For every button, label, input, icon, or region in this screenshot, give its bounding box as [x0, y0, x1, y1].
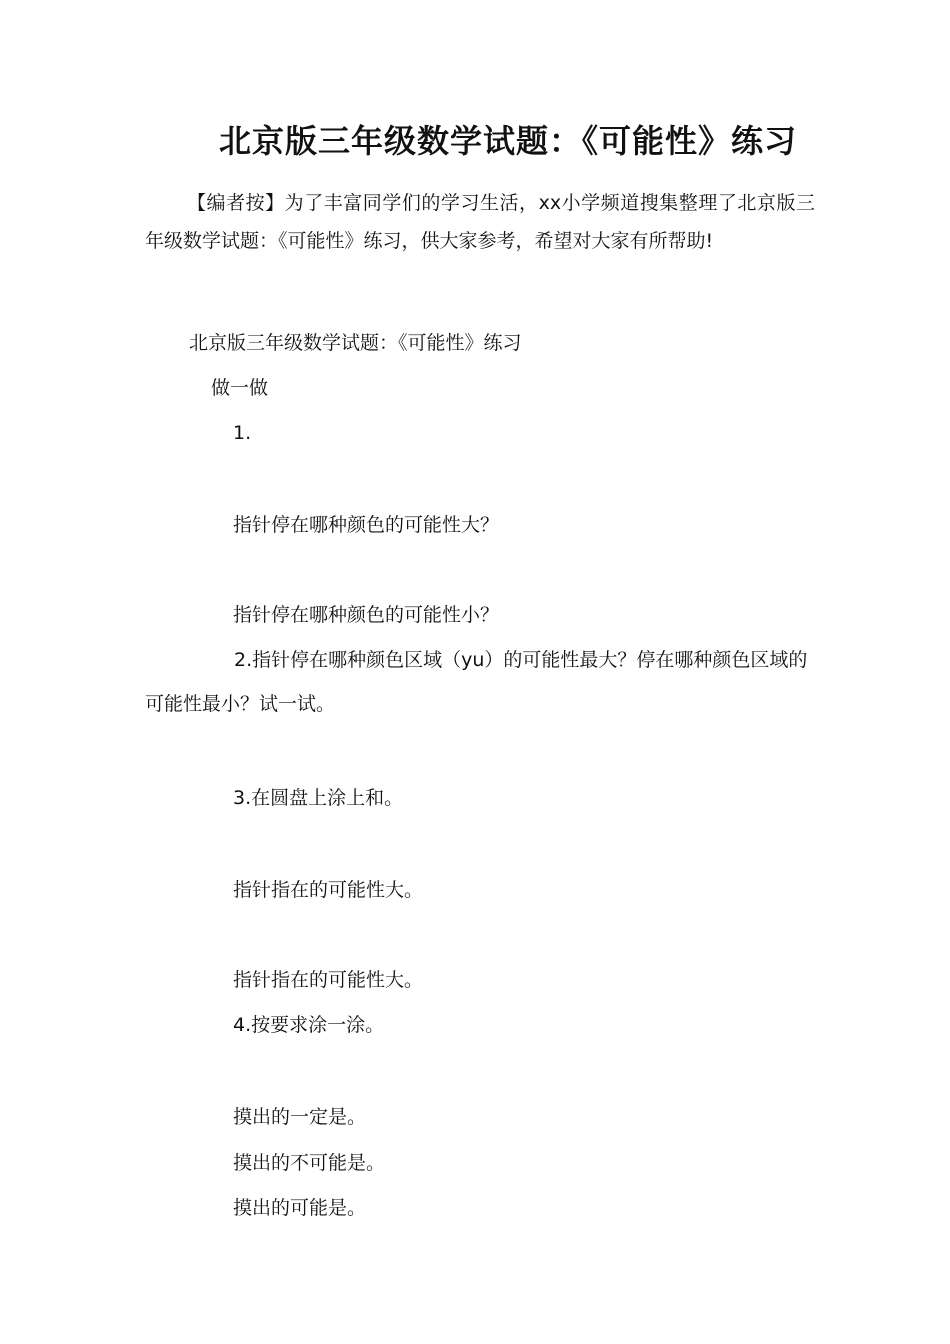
- document-title: 北京版三年级数学试题：《可能性》练习: [218, 122, 797, 160]
- question-4: 4.按要求涂一涂。: [233, 1014, 385, 1036]
- question-3-part-a: 指针指在的可能性大。: [233, 879, 424, 901]
- section-heading: 做一做: [211, 377, 269, 399]
- editor-note-paragraph: 【编者按】为了丰富同学们的学习生活，xx小学频道搜集整理了北京版三年级数学试题：《可能性》练习，供大家参考，希望对大家有所帮助!: [145, 192, 815, 252]
- question-1-part-b: 指针停在哪种颜色的可能性小？: [233, 604, 500, 626]
- question-2: 2.指针停在哪种颜色区域（yu）的可能性最大？停在哪种颜色区域的可能性最小？试一试。: [145, 649, 808, 715]
- question-4-part-c: 摸出的可能是。: [233, 1197, 367, 1219]
- question-3-part-b: 指针指在的可能性大。: [233, 969, 424, 991]
- question-3: 3.在圆盘上涂上和。: [233, 787, 404, 809]
- subtitle: 北京版三年级数学试题：《可能性》练习: [189, 332, 522, 354]
- question-4-part-b: 摸出的不可能是。: [233, 1152, 386, 1174]
- question-1-part-a: 指针停在哪种颜色的可能性大？: [233, 514, 500, 536]
- question-1-number: 1.: [233, 422, 252, 444]
- question-4-part-a: 摸出的一定是。: [233, 1106, 367, 1128]
